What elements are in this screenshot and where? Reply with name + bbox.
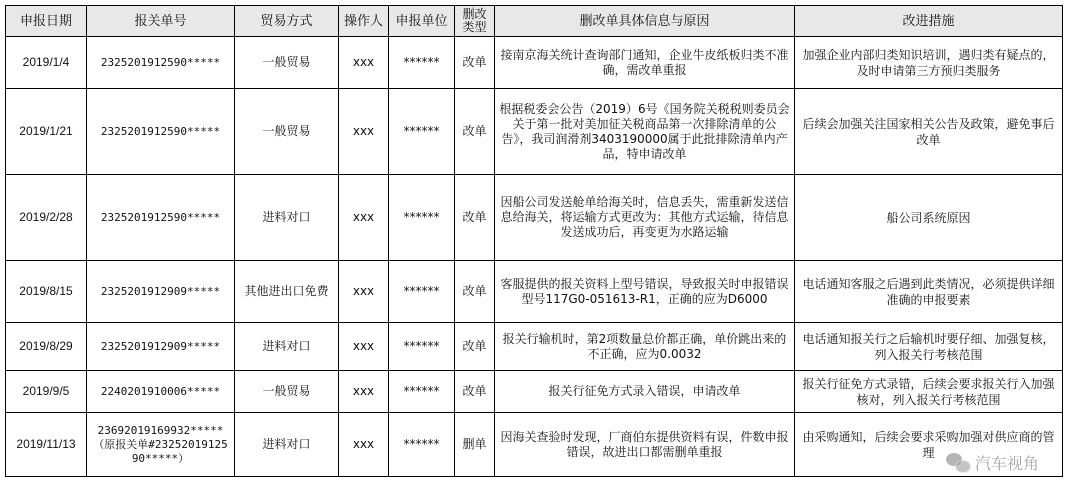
cell-number: 2325201912909***** — [87, 261, 235, 323]
cell-operator: xxx — [339, 261, 389, 323]
cell-unit: ****** — [389, 175, 455, 261]
table-header-row — [6, 6, 1063, 37]
cell-unit: ****** — [389, 37, 455, 89]
table-row — [6, 371, 1063, 413]
cell-trade: 进料对口 — [235, 413, 339, 477]
cell-trade: 进料对口 — [235, 175, 339, 261]
header-amendment-type: 删改类型 — [455, 6, 495, 37]
cell-operator: xxx — [339, 89, 389, 175]
cell-measure: 电话通知客服之后遇到此类情况，必须提供详细准确的申报要素 — [795, 261, 1063, 323]
header-date: 申报日期 — [6, 6, 87, 37]
cell-measure: 电话通知报关行之后输机时要仔细、加强复核，列入报关行考核范围 — [795, 323, 1063, 371]
cell-type: 改单 — [455, 323, 495, 371]
cell-info: 因海关查验时发现，厂商伯东提供资料有误，件数申报错误，故进出口都需删单重报 — [495, 413, 795, 477]
cell-number: 2325201912590***** — [87, 37, 235, 89]
table-row — [6, 413, 1063, 477]
cell-unit: ****** — [389, 371, 455, 413]
table-row — [6, 261, 1063, 323]
cell-measure: 报关行征免方式录错，后续会要求报关行入加强核对，列入报关行考核范围 — [795, 371, 1063, 413]
cell-date: 2019/8/15 — [6, 261, 87, 323]
cell-type: 改单 — [455, 89, 495, 175]
cell-date: 2019/9/5 — [6, 371, 87, 413]
header-amendment-info: 删改单具体信息与原因 — [495, 6, 795, 37]
cell-date: 2019/11/13 — [6, 413, 87, 477]
table-row — [6, 323, 1063, 371]
cell-info: 报关行输机时，第2项数量总价都正确，单价跳出来的不正确，应为0.0032 — [495, 323, 795, 371]
cell-measure: 由采购通知，后续会要求采购加强对供应商的管理 — [795, 413, 1063, 477]
cell-unit: ****** — [389, 89, 455, 175]
cell-date: 2019/8/29 — [6, 323, 87, 371]
cell-info: 客服提供的报关资料上型号错误，导致报关时申报错误型号117G0-051613-R1，正确的应为D6000 — [495, 261, 795, 323]
table-row — [6, 89, 1063, 175]
cell-number: 23692019169932*****（原报关单#2325201912590*****） — [87, 413, 235, 477]
cell-trade: 进料对口 — [235, 323, 339, 371]
cell-number: 2325201912590***** — [87, 175, 235, 261]
cell-measure: 船公司系统原因 — [795, 175, 1063, 261]
cell-operator: xxx — [339, 175, 389, 261]
watermark-text: 汽车视角 — [974, 454, 1039, 473]
cell-type: 改单 — [455, 37, 495, 89]
cell-operator: xxx — [339, 413, 389, 477]
cell-number: 2325201912909***** — [87, 323, 235, 371]
header-operator: 操作人 — [339, 6, 389, 37]
header-declaring-unit: 申报单位 — [389, 6, 455, 37]
header-declaration-number: 报关单号 — [87, 6, 235, 37]
header-improvement: 改进措施 — [795, 6, 1063, 37]
cell-trade: 一般贸易 — [235, 89, 339, 175]
cell-number: 2325201912590***** — [87, 89, 235, 175]
cell-date: 2019/1/21 — [6, 89, 87, 175]
cell-info: 根据税委会公告（2019）6号《国务院关税税则委员会关于第一批对美加征关税商品第一次排除清单的公告》，我司润滑剂3403190000属于此批排除清单内产品，特申请改单 — [495, 89, 795, 175]
cell-trade: 一般贸易 — [235, 371, 339, 413]
cell-operator: xxx — [339, 323, 389, 371]
cell-unit: ****** — [389, 261, 455, 323]
cell-info: 接南京海关统计查询部门通知，企业牛皮纸板归类不准确，需改单重报 — [495, 37, 795, 89]
cell-type: 改单 — [455, 175, 495, 261]
cell-number: 2240201910006***** — [87, 371, 235, 413]
cell-type: 改单 — [455, 261, 495, 323]
cell-info: 报关行征免方式录入错误，申请改单 — [495, 371, 795, 413]
cell-unit: ****** — [389, 413, 455, 477]
cell-operator: xxx — [339, 371, 389, 413]
cell-trade: 一般贸易 — [235, 37, 339, 89]
cell-operator: xxx — [339, 37, 389, 89]
cell-info: 因船公司发送舱单给海关时，信息丢失，需重新发送信息给海关，将运输方式更改为：其他方式运输，待信息发送成功后，再变更为水路运输 — [495, 175, 795, 261]
cell-unit: ****** — [389, 323, 455, 371]
table-row — [6, 37, 1063, 89]
header-trade-mode: 贸易方式 — [235, 6, 339, 37]
cell-date: 2019/2/28 — [6, 175, 87, 261]
cell-measure: 后续会加强关注国家相关公告及政策，避免事后改单 — [795, 89, 1063, 175]
customs-amendment-table — [5, 5, 1063, 477]
cell-type: 改单 — [455, 371, 495, 413]
cell-type: 删单 — [455, 413, 495, 477]
cell-measure: 加强企业内部归类知识培训，遇归类有疑点的，及时申请第三方预归类服务 — [795, 37, 1063, 89]
cell-trade: 其他进出口免费 — [235, 261, 339, 323]
table-row — [6, 175, 1063, 261]
cell-date: 2019/1/4 — [6, 37, 87, 89]
